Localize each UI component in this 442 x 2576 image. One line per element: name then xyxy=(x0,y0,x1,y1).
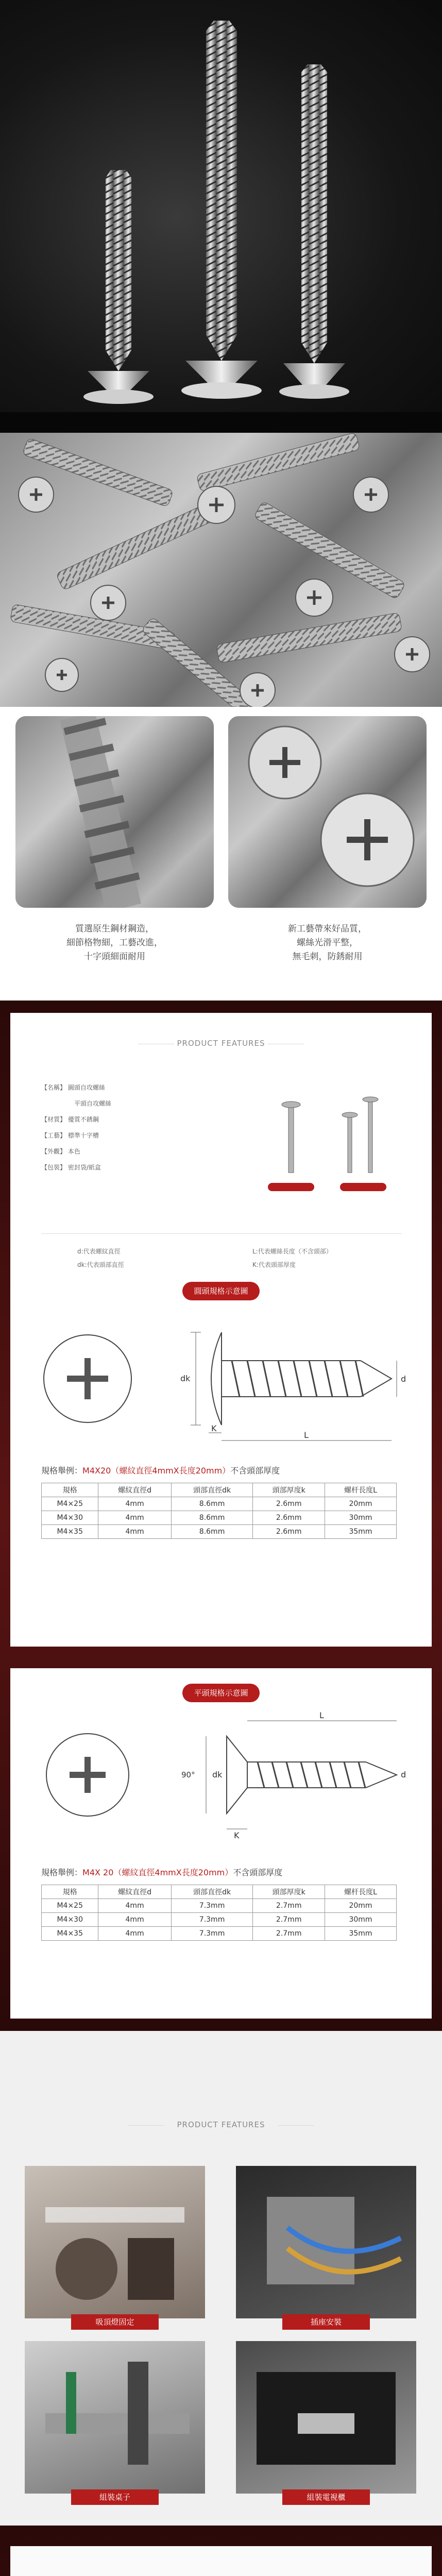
applications-section xyxy=(0,2031,442,2526)
flat-head-diagram-pill: 平頭規格示意圖 xyxy=(182,1684,260,1702)
screw-pile-illustration xyxy=(0,433,442,707)
caption-line: 細節格物細，工藝改進， xyxy=(66,938,163,948)
table-header: 螺杆長度L xyxy=(325,1885,397,1899)
table-cell: 7.3mm xyxy=(171,1927,253,1941)
spec-card-flat xyxy=(10,1668,432,2019)
round-head-diagram-pill: 圓頭規格示意圖 xyxy=(182,1282,260,1300)
table-row xyxy=(42,1913,397,1927)
table-cell: 7.3mm xyxy=(171,1899,253,1913)
caption-line: 質選原生鋼材鋼造， xyxy=(75,924,154,934)
spec-card-round xyxy=(10,1013,432,1647)
dim-d: d xyxy=(401,1770,406,1780)
application-photo-tv-cabinet xyxy=(236,2341,416,2494)
table-cell: 4mm xyxy=(98,1927,171,1941)
table-cell: M4×30 xyxy=(42,1913,98,1927)
right-closeup-caption xyxy=(228,922,427,964)
table-cell: 2.7mm xyxy=(253,1899,325,1913)
variants-card xyxy=(10,2546,432,2576)
table-cell: 20mm xyxy=(325,1899,397,1913)
table-cell: 4mm xyxy=(98,1899,171,1913)
table-cell: 2.6mm xyxy=(253,1511,325,1525)
table-cell: 35mm xyxy=(325,1927,397,1941)
spec-row-finish: 【外觀】 本色 xyxy=(41,1148,80,1155)
table-cell: 8.6mm xyxy=(171,1497,253,1511)
table-cell: M4×25 xyxy=(42,1899,98,1913)
example-suffix: 不含頭部厚度 xyxy=(233,1868,283,1877)
table-cell: 4mm xyxy=(98,1511,171,1525)
dim-dk: dk xyxy=(212,1770,223,1780)
dim-K: K xyxy=(234,1831,240,1839)
dim-angle: 90° xyxy=(181,1770,195,1780)
table-cell: 2.6mm xyxy=(253,1497,325,1511)
legend-line: d:代表螺紋直徑 xyxy=(77,1248,121,1255)
head-closeup-photo xyxy=(228,716,427,908)
spec-row-process: 【工藝】 標準十字槽 xyxy=(41,1132,99,1139)
application-label: 組裝桌子 xyxy=(71,2489,159,2505)
table-header-row xyxy=(42,1483,397,1497)
variants-section xyxy=(0,2526,442,2576)
flat-spec-table xyxy=(41,1885,397,1941)
table-cell: M4×35 xyxy=(42,1525,98,1539)
table-cell: 20mm xyxy=(325,1497,397,1511)
application-photo-table xyxy=(25,2341,205,2494)
legend-left xyxy=(77,1245,124,1272)
thread-closeup-photo xyxy=(15,716,214,908)
application-label: 組裝電視櫃 xyxy=(282,2489,370,2505)
table-cell: 35mm xyxy=(325,1525,397,1539)
spec-row-name-2: 平頭自攻螺絲 xyxy=(74,1100,112,1107)
table-row xyxy=(42,1927,397,1941)
table-header: 螺杆長度L xyxy=(325,1483,397,1497)
dim-dk: dk xyxy=(180,1374,191,1383)
table-cell: 4mm xyxy=(98,1525,171,1539)
dim-L: L xyxy=(319,1710,324,1720)
spec-row-packing: 【包裝】 密封袋/紙盒 xyxy=(41,1164,101,1171)
table-row xyxy=(42,1497,397,1511)
table-cell: 7.3mm xyxy=(171,1913,253,1927)
round-spec-table xyxy=(41,1483,397,1539)
caption-line: 新工藝帶來好品質， xyxy=(288,924,367,934)
example-prefix: 規格舉例： xyxy=(41,1466,83,1476)
flat-example-caption xyxy=(41,1866,282,1878)
table-header: 螺紋直徑d xyxy=(98,1885,171,1899)
table-cell: 2.6mm xyxy=(253,1525,325,1539)
example-suffix: 不含頭部厚度 xyxy=(230,1466,280,1476)
table-header: 規格 xyxy=(42,1885,98,1899)
caption-line: 十字頭細面耐用 xyxy=(84,952,145,962)
table-cell: M4×30 xyxy=(42,1511,98,1525)
example-prefix: 規格舉例： xyxy=(41,1868,83,1877)
table-cell: 2.7mm xyxy=(253,1913,325,1927)
round-example-caption xyxy=(41,1464,280,1476)
application-label: 吸頂燈固定 xyxy=(71,2314,159,2330)
application-photo-ceiling-light xyxy=(25,2166,205,2318)
table-cell: 2.7mm xyxy=(253,1927,325,1941)
caption-line: 無毛刺，防銹耐用 xyxy=(292,952,363,962)
screw-pile-photo xyxy=(0,433,442,707)
application-label: 插座安裝 xyxy=(282,2314,370,2330)
spec-section xyxy=(0,1001,442,2031)
section-title: PRODUCT FEATURES xyxy=(177,1039,265,1048)
legend-line: K:代表頭部厚度 xyxy=(252,1261,296,1268)
product-thumbs xyxy=(247,1085,402,1204)
table-header: 螺紋直徑d xyxy=(98,1483,171,1497)
table-header: 頭部厚度k xyxy=(253,1885,325,1899)
table-header: 規格 xyxy=(42,1483,98,1497)
dim-d: d xyxy=(401,1374,406,1384)
table-cell: 30mm xyxy=(325,1511,397,1525)
spec-list xyxy=(41,1080,237,1176)
table-row xyxy=(42,1899,397,1913)
caption-line: 螺絲光滑平整， xyxy=(297,938,358,948)
legend-right xyxy=(252,1245,332,1272)
table-cell: 8.6mm xyxy=(171,1511,253,1525)
table-cell: M4×25 xyxy=(42,1497,98,1511)
section-title: PRODUCT FEATURES xyxy=(177,2120,265,2129)
table-cell: 30mm xyxy=(325,1913,397,1927)
table-cell: 8.6mm xyxy=(171,1525,253,1539)
example-highlight: M4X 20（螺紋直徑4mmX長度20mm） xyxy=(82,1868,233,1877)
closeup-section xyxy=(0,707,442,1001)
application-photo-socket xyxy=(236,2166,416,2318)
spec-row-material: 【材質】 優質不銹鋼 xyxy=(41,1116,99,1123)
table-header: 頭部厚度k xyxy=(253,1483,325,1497)
thread-closeup-illustration xyxy=(15,716,214,908)
table-row xyxy=(42,1511,397,1525)
table-cell: 4mm xyxy=(98,1497,171,1511)
head-closeup-illustration xyxy=(228,716,427,908)
spec-row-name: 【名稱】 圓頭自攻螺絲 xyxy=(41,1084,105,1091)
left-closeup-caption xyxy=(15,922,214,964)
example-highlight: M4X20（螺紋直徑4mmX長度20mm） xyxy=(82,1466,231,1476)
table-cell: M4×35 xyxy=(42,1927,98,1941)
legend-line: dk:代表頭部直徑 xyxy=(77,1261,124,1268)
table-header: 頭部直徑dk xyxy=(171,1483,253,1497)
table-row xyxy=(42,1525,397,1539)
hero-screws-illustration xyxy=(0,0,442,433)
table-header-row xyxy=(42,1885,397,1899)
dim-K: K xyxy=(211,1423,217,1433)
legend-line: L:代表螺絲長度（不含頭部） xyxy=(252,1248,332,1255)
dim-L: L xyxy=(304,1430,309,1440)
flat-head-diagram xyxy=(31,1710,412,1839)
round-head-diagram xyxy=(31,1312,412,1446)
hero-screws-photo xyxy=(0,0,442,433)
table-cell: 4mm xyxy=(98,1913,171,1927)
table-header: 頭部直徑dk xyxy=(171,1885,253,1899)
